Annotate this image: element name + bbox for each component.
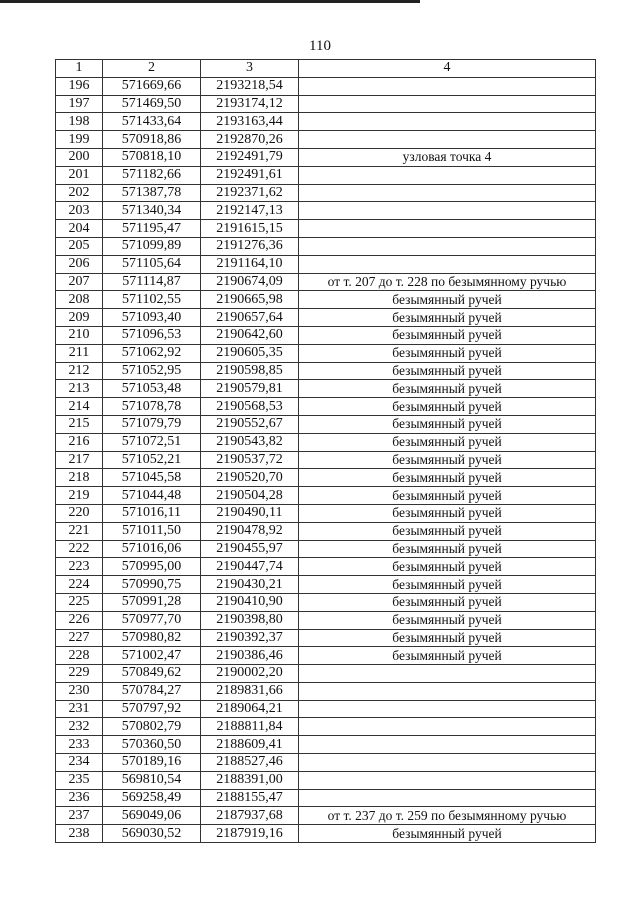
point-number-cell: 235 bbox=[56, 771, 103, 789]
x-coordinate-cell: 570360,50 bbox=[103, 736, 201, 754]
note-cell bbox=[299, 113, 596, 131]
table-row bbox=[56, 237, 596, 255]
x-coordinate-cell: 570784,27 bbox=[103, 682, 201, 700]
table-body bbox=[56, 77, 596, 842]
note-cell: безымянный ручей bbox=[299, 309, 596, 327]
y-coordinate-cell: 2190520,70 bbox=[201, 469, 299, 487]
y-coordinate-cell: 2190447,74 bbox=[201, 558, 299, 576]
point-number-cell: 201 bbox=[56, 166, 103, 184]
x-coordinate-cell: 569810,54 bbox=[103, 771, 201, 789]
y-coordinate-cell: 2190002,20 bbox=[201, 665, 299, 683]
x-coordinate-cell: 571078,78 bbox=[103, 398, 201, 416]
y-coordinate-cell: 2193218,54 bbox=[201, 77, 299, 95]
point-number-cell: 206 bbox=[56, 255, 103, 273]
table-row bbox=[56, 433, 596, 451]
note-cell: безымянный ручей bbox=[299, 629, 596, 647]
x-coordinate-cell: 570991,28 bbox=[103, 593, 201, 611]
note-cell bbox=[299, 237, 596, 255]
column-header-4: 4 bbox=[299, 60, 596, 78]
point-number-cell: 232 bbox=[56, 718, 103, 736]
y-coordinate-cell: 2188391,00 bbox=[201, 771, 299, 789]
point-number-cell: 233 bbox=[56, 736, 103, 754]
y-coordinate-cell: 2190537,72 bbox=[201, 451, 299, 469]
point-number-cell: 207 bbox=[56, 273, 103, 291]
table-row bbox=[56, 754, 596, 772]
point-number-cell: 229 bbox=[56, 665, 103, 683]
point-number-cell: 220 bbox=[56, 504, 103, 522]
y-coordinate-cell: 2187937,68 bbox=[201, 807, 299, 825]
note-cell bbox=[299, 682, 596, 700]
x-coordinate-cell: 570797,92 bbox=[103, 700, 201, 718]
point-number-cell: 198 bbox=[56, 113, 103, 131]
point-number-cell: 216 bbox=[56, 433, 103, 451]
note-cell bbox=[299, 202, 596, 220]
y-coordinate-cell: 2192147,13 bbox=[201, 202, 299, 220]
y-coordinate-cell: 2190410,90 bbox=[201, 593, 299, 611]
y-coordinate-cell: 2190490,11 bbox=[201, 504, 299, 522]
note-cell: узловая точка 4 bbox=[299, 148, 596, 166]
table-row bbox=[56, 522, 596, 540]
x-coordinate-cell: 570995,00 bbox=[103, 558, 201, 576]
note-cell: безымянный ручей bbox=[299, 611, 596, 629]
y-coordinate-cell: 2190579,81 bbox=[201, 380, 299, 398]
table-row bbox=[56, 131, 596, 149]
table-row bbox=[56, 629, 596, 647]
table-row bbox=[56, 789, 596, 807]
y-coordinate-cell: 2191164,10 bbox=[201, 255, 299, 273]
point-number-cell: 199 bbox=[56, 131, 103, 149]
note-cell: безымянный ручей bbox=[299, 398, 596, 416]
point-number-cell: 225 bbox=[56, 593, 103, 611]
y-coordinate-cell: 2188527,46 bbox=[201, 754, 299, 772]
note-cell: безымянный ручей bbox=[299, 558, 596, 576]
point-number-cell: 231 bbox=[56, 700, 103, 718]
table-row bbox=[56, 593, 596, 611]
y-coordinate-cell: 2190674,09 bbox=[201, 273, 299, 291]
table-row bbox=[56, 487, 596, 505]
point-number-cell: 203 bbox=[56, 202, 103, 220]
point-number-cell: 230 bbox=[56, 682, 103, 700]
table-row bbox=[56, 682, 596, 700]
x-coordinate-cell: 570918,86 bbox=[103, 131, 201, 149]
x-coordinate-cell: 571011,50 bbox=[103, 522, 201, 540]
x-coordinate-cell: 571016,11 bbox=[103, 504, 201, 522]
table-row bbox=[56, 362, 596, 380]
y-coordinate-cell: 2191615,15 bbox=[201, 220, 299, 238]
point-number-cell: 226 bbox=[56, 611, 103, 629]
table-row bbox=[56, 718, 596, 736]
x-coordinate-cell: 571093,40 bbox=[103, 309, 201, 327]
note-cell bbox=[299, 166, 596, 184]
point-number-cell: 236 bbox=[56, 789, 103, 807]
note-cell bbox=[299, 736, 596, 754]
x-coordinate-cell: 571079,79 bbox=[103, 415, 201, 433]
y-coordinate-cell: 2192870,26 bbox=[201, 131, 299, 149]
note-cell: безымянный ручей bbox=[299, 415, 596, 433]
note-cell bbox=[299, 95, 596, 113]
note-cell: безымянный ручей bbox=[299, 576, 596, 594]
point-number-cell: 234 bbox=[56, 754, 103, 772]
coordinates-table bbox=[55, 59, 596, 843]
table-row bbox=[56, 344, 596, 362]
x-coordinate-cell: 571114,87 bbox=[103, 273, 201, 291]
note-cell bbox=[299, 255, 596, 273]
point-number-cell: 196 bbox=[56, 77, 103, 95]
x-coordinate-cell: 570980,82 bbox=[103, 629, 201, 647]
x-coordinate-cell: 571072,51 bbox=[103, 433, 201, 451]
note-cell: от т. 207 до т. 228 по безымянному ручью bbox=[299, 273, 596, 291]
point-number-cell: 202 bbox=[56, 184, 103, 202]
y-coordinate-cell: 2190665,98 bbox=[201, 291, 299, 309]
note-cell: безымянный ручей bbox=[299, 433, 596, 451]
y-coordinate-cell: 2192371,62 bbox=[201, 184, 299, 202]
note-cell: безымянный ручей bbox=[299, 326, 596, 344]
note-cell: безымянный ручей bbox=[299, 380, 596, 398]
x-coordinate-cell: 571340,34 bbox=[103, 202, 201, 220]
y-coordinate-cell: 2192491,61 bbox=[201, 166, 299, 184]
note-cell bbox=[299, 77, 596, 95]
column-header-3: 3 bbox=[201, 60, 299, 78]
point-number-cell: 217 bbox=[56, 451, 103, 469]
y-coordinate-cell: 2190642,60 bbox=[201, 326, 299, 344]
note-cell: от т. 237 до т. 259 по безымянному ручью bbox=[299, 807, 596, 825]
y-coordinate-cell: 2190657,64 bbox=[201, 309, 299, 327]
note-cell: безымянный ручей bbox=[299, 504, 596, 522]
y-coordinate-cell: 2190543,82 bbox=[201, 433, 299, 451]
x-coordinate-cell: 571669,66 bbox=[103, 77, 201, 95]
table-row bbox=[56, 202, 596, 220]
point-number-cell: 227 bbox=[56, 629, 103, 647]
y-coordinate-cell: 2190398,80 bbox=[201, 611, 299, 629]
note-cell bbox=[299, 700, 596, 718]
x-coordinate-cell: 571052,21 bbox=[103, 451, 201, 469]
table-row bbox=[56, 825, 596, 843]
point-number-cell: 204 bbox=[56, 220, 103, 238]
note-cell bbox=[299, 718, 596, 736]
point-number-cell: 218 bbox=[56, 469, 103, 487]
y-coordinate-cell: 2188609,41 bbox=[201, 736, 299, 754]
table-row bbox=[56, 647, 596, 665]
x-coordinate-cell: 571044,48 bbox=[103, 487, 201, 505]
table-row bbox=[56, 451, 596, 469]
x-coordinate-cell: 571182,66 bbox=[103, 166, 201, 184]
table-row bbox=[56, 148, 596, 166]
table-row bbox=[56, 736, 596, 754]
y-coordinate-cell: 2190455,97 bbox=[201, 540, 299, 558]
y-coordinate-cell: 2189064,21 bbox=[201, 700, 299, 718]
y-coordinate-cell: 2188155,47 bbox=[201, 789, 299, 807]
page-number: 110 bbox=[309, 38, 331, 54]
y-coordinate-cell: 2193174,12 bbox=[201, 95, 299, 113]
x-coordinate-cell: 571099,89 bbox=[103, 237, 201, 255]
table-row bbox=[56, 309, 596, 327]
note-cell bbox=[299, 754, 596, 772]
table-row bbox=[56, 576, 596, 594]
table-row bbox=[56, 255, 596, 273]
x-coordinate-cell: 571387,78 bbox=[103, 184, 201, 202]
y-coordinate-cell: 2190605,35 bbox=[201, 344, 299, 362]
table-row bbox=[56, 504, 596, 522]
y-coordinate-cell: 2191276,36 bbox=[201, 237, 299, 255]
point-number-cell: 205 bbox=[56, 237, 103, 255]
point-number-cell: 223 bbox=[56, 558, 103, 576]
note-cell: безымянный ручей bbox=[299, 593, 596, 611]
note-cell bbox=[299, 771, 596, 789]
point-number-cell: 237 bbox=[56, 807, 103, 825]
y-coordinate-cell: 2190430,21 bbox=[201, 576, 299, 594]
x-coordinate-cell: 569030,52 bbox=[103, 825, 201, 843]
table-header-row bbox=[56, 60, 596, 78]
x-coordinate-cell: 571433,64 bbox=[103, 113, 201, 131]
x-coordinate-cell: 571053,48 bbox=[103, 380, 201, 398]
table-row bbox=[56, 540, 596, 558]
table-row bbox=[56, 273, 596, 291]
x-coordinate-cell: 569049,06 bbox=[103, 807, 201, 825]
table-row bbox=[56, 611, 596, 629]
note-cell: безымянный ручей bbox=[299, 362, 596, 380]
table-row bbox=[56, 415, 596, 433]
x-coordinate-cell: 571052,95 bbox=[103, 362, 201, 380]
point-number-cell: 197 bbox=[56, 95, 103, 113]
point-number-cell: 215 bbox=[56, 415, 103, 433]
x-coordinate-cell: 571195,47 bbox=[103, 220, 201, 238]
point-number-cell: 238 bbox=[56, 825, 103, 843]
table-row bbox=[56, 77, 596, 95]
point-number-cell: 228 bbox=[56, 647, 103, 665]
table-row bbox=[56, 291, 596, 309]
y-coordinate-cell: 2190568,53 bbox=[201, 398, 299, 416]
table-row bbox=[56, 95, 596, 113]
point-number-cell: 214 bbox=[56, 398, 103, 416]
note-cell bbox=[299, 665, 596, 683]
y-coordinate-cell: 2190478,92 bbox=[201, 522, 299, 540]
note-cell: безымянный ручей bbox=[299, 825, 596, 843]
note-cell: безымянный ручей bbox=[299, 487, 596, 505]
table-row bbox=[56, 184, 596, 202]
table-row bbox=[56, 771, 596, 789]
table-row bbox=[56, 220, 596, 238]
point-number-cell: 211 bbox=[56, 344, 103, 362]
table-row bbox=[56, 380, 596, 398]
y-coordinate-cell: 2188811,84 bbox=[201, 718, 299, 736]
x-coordinate-cell: 571002,47 bbox=[103, 647, 201, 665]
note-cell: безымянный ручей bbox=[299, 540, 596, 558]
table-row bbox=[56, 807, 596, 825]
table-row bbox=[56, 700, 596, 718]
y-coordinate-cell: 2190552,67 bbox=[201, 415, 299, 433]
column-header-2: 2 bbox=[103, 60, 201, 78]
x-coordinate-cell: 570818,10 bbox=[103, 148, 201, 166]
point-number-cell: 221 bbox=[56, 522, 103, 540]
note-cell bbox=[299, 131, 596, 149]
x-coordinate-cell: 571062,92 bbox=[103, 344, 201, 362]
note-cell: безымянный ручей bbox=[299, 522, 596, 540]
table-row bbox=[56, 166, 596, 184]
x-coordinate-cell: 571469,50 bbox=[103, 95, 201, 113]
note-cell: безымянный ручей bbox=[299, 647, 596, 665]
point-number-cell: 219 bbox=[56, 487, 103, 505]
table-row bbox=[56, 326, 596, 344]
point-number-cell: 208 bbox=[56, 291, 103, 309]
x-coordinate-cell: 571096,53 bbox=[103, 326, 201, 344]
table-row bbox=[56, 469, 596, 487]
note-cell bbox=[299, 789, 596, 807]
table-row bbox=[56, 398, 596, 416]
top-rule bbox=[0, 0, 420, 3]
x-coordinate-cell: 570977,70 bbox=[103, 611, 201, 629]
note-cell: безымянный ручей bbox=[299, 451, 596, 469]
point-number-cell: 210 bbox=[56, 326, 103, 344]
table-row bbox=[56, 113, 596, 131]
note-cell bbox=[299, 184, 596, 202]
point-number-cell: 200 bbox=[56, 148, 103, 166]
table-row bbox=[56, 558, 596, 576]
point-number-cell: 224 bbox=[56, 576, 103, 594]
note-cell: безымянный ручей bbox=[299, 291, 596, 309]
y-coordinate-cell: 2187919,16 bbox=[201, 825, 299, 843]
point-number-cell: 209 bbox=[56, 309, 103, 327]
note-cell: безымянный ручей bbox=[299, 344, 596, 362]
x-coordinate-cell: 570189,16 bbox=[103, 754, 201, 772]
x-coordinate-cell: 571105,64 bbox=[103, 255, 201, 273]
table-row bbox=[56, 665, 596, 683]
x-coordinate-cell: 570802,79 bbox=[103, 718, 201, 736]
y-coordinate-cell: 2190504,28 bbox=[201, 487, 299, 505]
point-number-cell: 212 bbox=[56, 362, 103, 380]
x-coordinate-cell: 570849,62 bbox=[103, 665, 201, 683]
x-coordinate-cell: 571102,55 bbox=[103, 291, 201, 309]
x-coordinate-cell: 571016,06 bbox=[103, 540, 201, 558]
x-coordinate-cell: 569258,49 bbox=[103, 789, 201, 807]
y-coordinate-cell: 2193163,44 bbox=[201, 113, 299, 131]
y-coordinate-cell: 2190598,85 bbox=[201, 362, 299, 380]
y-coordinate-cell: 2190386,46 bbox=[201, 647, 299, 665]
note-cell bbox=[299, 220, 596, 238]
column-header-1: 1 bbox=[56, 60, 103, 78]
note-cell: безымянный ручей bbox=[299, 469, 596, 487]
y-coordinate-cell: 2190392,37 bbox=[201, 629, 299, 647]
x-coordinate-cell: 571045,58 bbox=[103, 469, 201, 487]
x-coordinate-cell: 570990,75 bbox=[103, 576, 201, 594]
y-coordinate-cell: 2189831,66 bbox=[201, 682, 299, 700]
y-coordinate-cell: 2192491,79 bbox=[201, 148, 299, 166]
point-number-cell: 213 bbox=[56, 380, 103, 398]
point-number-cell: 222 bbox=[56, 540, 103, 558]
